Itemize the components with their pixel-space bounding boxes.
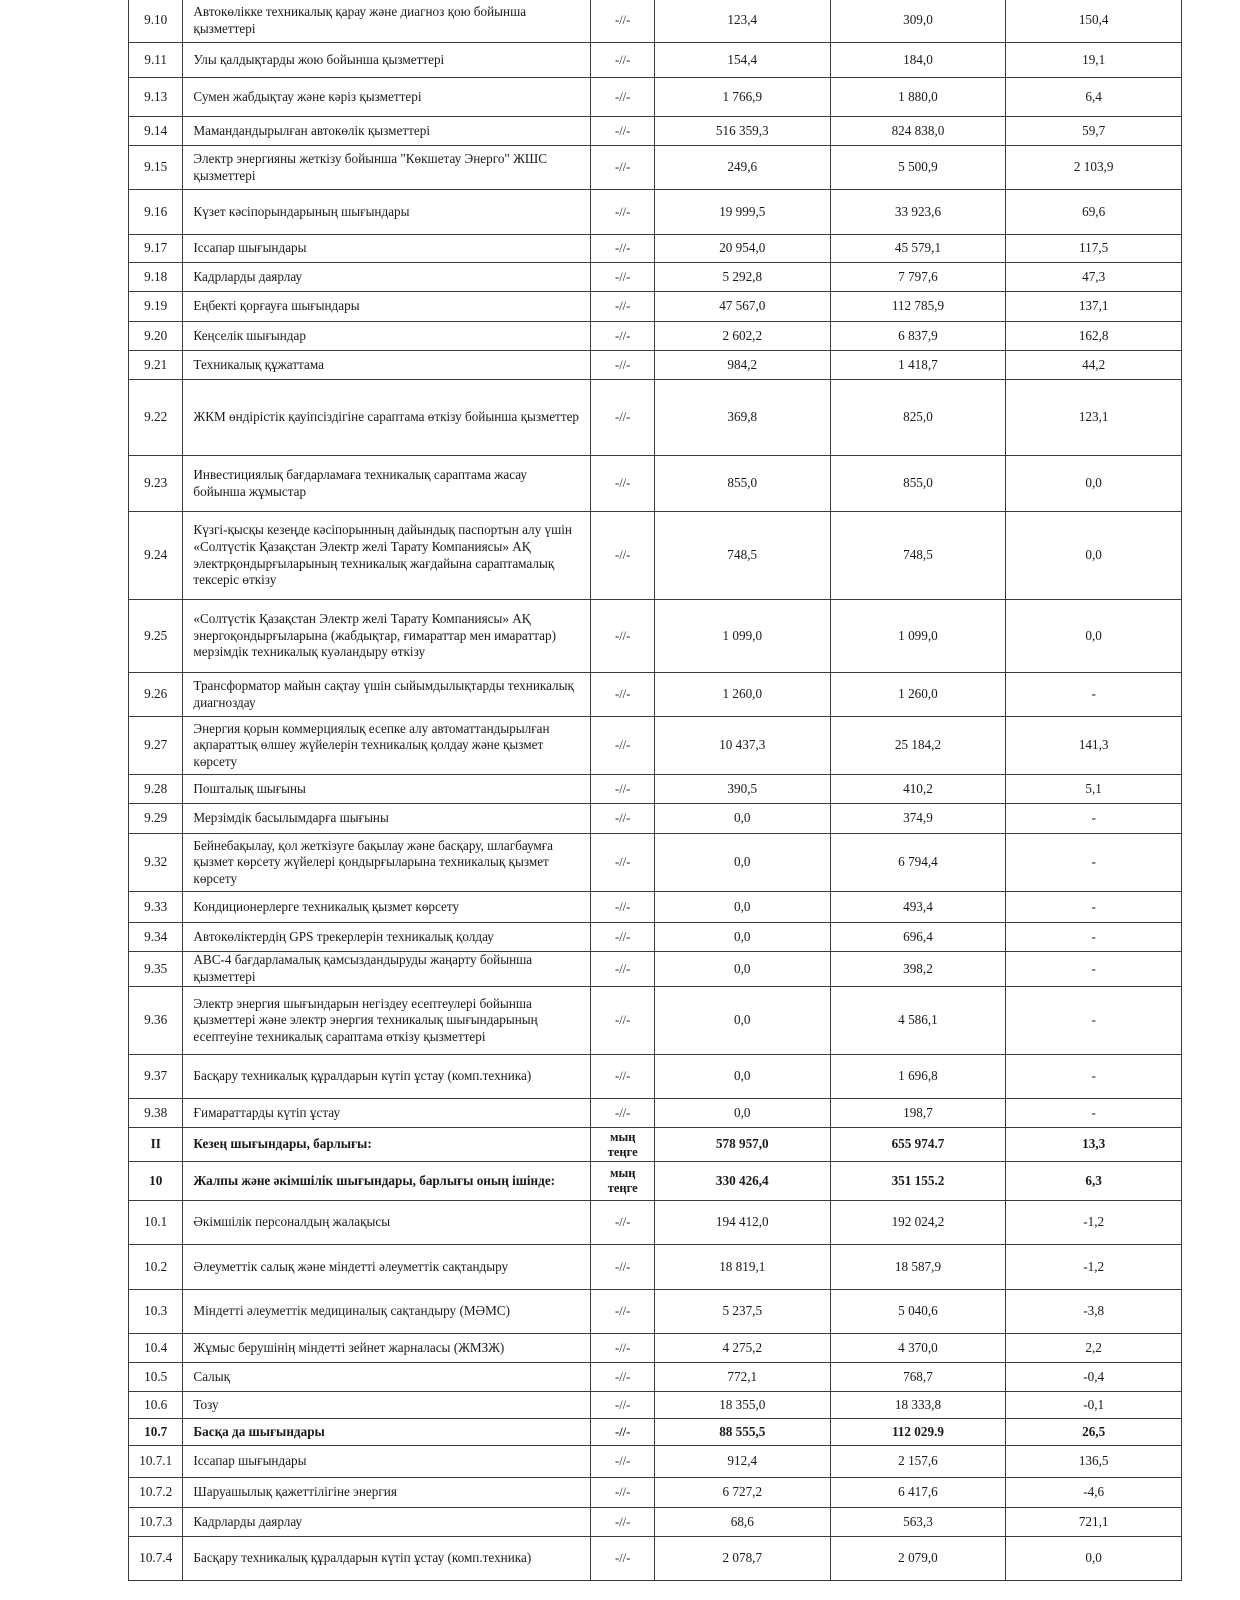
row-value-current: 192 024,2 [830, 1201, 1006, 1245]
row-number: 9.36 [129, 987, 183, 1055]
row-item-name: Электр энергияны жеткізу бойынша "Көкшетау Энерго" ЖШС қызметтері [183, 146, 591, 190]
row-unit: -//- [591, 0, 654, 43]
row-deviation-percent: 69,6 [1006, 190, 1182, 235]
row-deviation-percent: -1,2 [1006, 1245, 1182, 1290]
row-number: 10.6 [129, 1392, 183, 1419]
row-deviation-percent: - [1006, 1099, 1182, 1128]
cost-table-body [129, 0, 1182, 1581]
row-unit: -//- [591, 1478, 654, 1508]
row-item-name: Шаруашылық қажеттілігіне энергия [183, 1478, 591, 1508]
row-deviation-percent: - [1006, 1055, 1182, 1099]
row-unit: -//- [591, 351, 654, 380]
row-number: 10.1 [129, 1201, 183, 1245]
table-row [129, 1290, 1182, 1334]
row-deviation-percent: - [1006, 804, 1182, 834]
row-value-previous: 154,4 [654, 43, 830, 78]
row-value-previous: 984,2 [654, 351, 830, 380]
row-value-current: 5 500,9 [830, 146, 1006, 190]
row-number: 9.25 [129, 600, 183, 673]
row-unit: мың теңге [591, 1128, 654, 1162]
row-deviation-percent: 26,5 [1006, 1419, 1182, 1446]
row-deviation-percent: 59,7 [1006, 117, 1182, 146]
row-deviation-percent: -0,4 [1006, 1363, 1182, 1392]
table-row [129, 952, 1182, 987]
row-unit: -//- [591, 235, 654, 263]
table-row [129, 1099, 1182, 1128]
row-item-name: Автокөлікке техникалық қарау және диагноз қою бойынша қызметтері [183, 0, 591, 43]
row-value-previous: 748,5 [654, 512, 830, 600]
row-deviation-percent: 136,5 [1006, 1446, 1182, 1478]
row-number: 9.33 [129, 892, 183, 923]
row-value-previous: 5 237,5 [654, 1290, 830, 1334]
row-number: 9.24 [129, 512, 183, 600]
table-row [129, 892, 1182, 923]
row-number: 10.3 [129, 1290, 183, 1334]
row-number: 10.7.2 [129, 1478, 183, 1508]
row-value-previous: 1 099,0 [654, 600, 830, 673]
row-unit: -//- [591, 380, 654, 456]
table-row [129, 1363, 1182, 1392]
row-deviation-percent: 13,3 [1006, 1128, 1182, 1162]
row-unit: -//- [591, 1392, 654, 1419]
row-deviation-percent: 721,1 [1006, 1508, 1182, 1537]
table-row [129, 834, 1182, 892]
table-row [129, 717, 1182, 775]
row-number: 9.26 [129, 673, 183, 717]
table-row [129, 1334, 1182, 1363]
row-value-previous: 330 426,4 [654, 1162, 830, 1201]
row-value-previous: 912,4 [654, 1446, 830, 1478]
row-value-current: 855,0 [830, 456, 1006, 512]
row-deviation-percent: 141,3 [1006, 717, 1182, 775]
row-number: 9.29 [129, 804, 183, 834]
row-number: 9.38 [129, 1099, 183, 1128]
row-value-current: 398,2 [830, 952, 1006, 987]
row-number: 10.7.4 [129, 1537, 183, 1581]
row-value-current: 748,5 [830, 512, 1006, 600]
row-deviation-percent: -1,2 [1006, 1201, 1182, 1245]
row-value-previous: 2 602,2 [654, 322, 830, 351]
row-number: 9.37 [129, 1055, 183, 1099]
row-value-current: 768,7 [830, 1363, 1006, 1392]
row-value-current: 1 418,7 [830, 351, 1006, 380]
row-item-name: Басқа да шығындары [183, 1419, 591, 1446]
row-item-name: Мерзімдік басылымдарға шығыны [183, 804, 591, 834]
row-deviation-percent: - [1006, 834, 1182, 892]
row-item-name: Кондиционерлерге техникалық қызмет көрсету [183, 892, 591, 923]
row-unit: -//- [591, 1508, 654, 1537]
row-number: 10.7.3 [129, 1508, 183, 1537]
row-deviation-percent: 6,4 [1006, 78, 1182, 117]
row-value-current: 374,9 [830, 804, 1006, 834]
table-row [129, 292, 1182, 322]
row-number: 10.2 [129, 1245, 183, 1290]
row-unit: -//- [591, 804, 654, 834]
row-unit: -//- [591, 190, 654, 235]
row-deviation-percent: - [1006, 952, 1182, 987]
row-number: 9.32 [129, 834, 183, 892]
row-deviation-percent: 150,4 [1006, 0, 1182, 43]
table-row [129, 1055, 1182, 1099]
table-row [129, 775, 1182, 804]
table-row [129, 1128, 1182, 1162]
row-value-current: 825,0 [830, 380, 1006, 456]
row-unit: -//- [591, 1201, 654, 1245]
row-item-name: Тозу [183, 1392, 591, 1419]
row-item-name: Басқару техникалық құралдарын күтіп ұстау (комп.техника) [183, 1055, 591, 1099]
row-unit: -//- [591, 78, 654, 117]
table-row [129, 351, 1182, 380]
table-row [129, 322, 1182, 351]
cost-table [128, 0, 1182, 1581]
row-unit: -//- [591, 892, 654, 923]
row-deviation-percent: 0,0 [1006, 512, 1182, 600]
row-value-previous: 1 260,0 [654, 673, 830, 717]
row-deviation-percent: 2 103,9 [1006, 146, 1182, 190]
row-item-name: Іссапар шығындары [183, 1446, 591, 1478]
row-value-previous: 369,8 [654, 380, 830, 456]
table-row [129, 987, 1182, 1055]
table-row [129, 1201, 1182, 1245]
row-number: 9.11 [129, 43, 183, 78]
row-value-previous: 47 567,0 [654, 292, 830, 322]
row-deviation-percent: 117,5 [1006, 235, 1182, 263]
table-row [129, 1392, 1182, 1419]
row-item-name: Техникалық құжаттама [183, 351, 591, 380]
table-row [129, 600, 1182, 673]
table-row [129, 380, 1182, 456]
row-unit: -//- [591, 146, 654, 190]
row-deviation-percent: -0,1 [1006, 1392, 1182, 1419]
row-value-current: 5 040,6 [830, 1290, 1006, 1334]
row-value-previous: 0,0 [654, 1099, 830, 1128]
row-value-previous: 578 957,0 [654, 1128, 830, 1162]
row-unit: мың теңге [591, 1162, 654, 1201]
table-row [129, 146, 1182, 190]
table-row [129, 1245, 1182, 1290]
row-item-name: Электр энергия шығындарын негіздеу есептеулері бойынша қызметтері және электр энергия техникалық шығындарының есептеуіне техникалық сараптама өткізу қызметтері [183, 987, 591, 1055]
row-value-current: 25 184,2 [830, 717, 1006, 775]
table-row [129, 673, 1182, 717]
row-number: 9.34 [129, 923, 183, 952]
row-unit: -//- [591, 512, 654, 600]
row-value-current: 7 797,6 [830, 263, 1006, 292]
row-number: 10.5 [129, 1363, 183, 1392]
row-number: 10.4 [129, 1334, 183, 1363]
row-deviation-percent: - [1006, 923, 1182, 952]
row-item-name: Әкімшілік персоналдың жалақысы [183, 1201, 591, 1245]
row-value-previous: 516 359,3 [654, 117, 830, 146]
table-row [129, 235, 1182, 263]
row-item-name: Кезең шығындары, барлығы: [183, 1128, 591, 1162]
row-value-current: 198,7 [830, 1099, 1006, 1128]
row-value-previous: 20 954,0 [654, 235, 830, 263]
row-unit: -//- [591, 1419, 654, 1446]
row-value-current: 112 029.9 [830, 1419, 1006, 1446]
row-item-name: Кеңселік шығындар [183, 322, 591, 351]
row-value-previous: 18 819,1 [654, 1245, 830, 1290]
row-item-name: АВС-4 бағдарламалық қамсыздандыруды жаңарту бойынша қызметтері [183, 952, 591, 987]
row-item-name: Күзет кәсіпорындарының шығындары [183, 190, 591, 235]
row-value-current: 4 370,0 [830, 1334, 1006, 1363]
row-deviation-percent: 123,1 [1006, 380, 1182, 456]
row-item-name: Улы қалдықтарды жою бойынша қызметтері [183, 43, 591, 78]
row-item-name: Кадрларды даярлау [183, 1508, 591, 1537]
row-value-current: 6 794,4 [830, 834, 1006, 892]
row-value-current: 2 157,6 [830, 1446, 1006, 1478]
row-value-current: 696,4 [830, 923, 1006, 952]
table-row [129, 117, 1182, 146]
row-value-previous: 18 355,0 [654, 1392, 830, 1419]
row-item-name: Автокөліктердің GPS трекерлерін техникалық қолдау [183, 923, 591, 952]
row-value-current: 18 587,9 [830, 1245, 1006, 1290]
row-deviation-percent: 162,8 [1006, 322, 1182, 351]
row-deviation-percent: 5,1 [1006, 775, 1182, 804]
row-item-name: Басқару техникалық құралдарын күтіп ұстау (комп.техника) [183, 1537, 591, 1581]
row-unit: -//- [591, 717, 654, 775]
row-item-name: Бейнебақылау, қол жеткізуге бақылау және басқару, шлагбаумға қызмет көрсету жүйелері қондырғыларына техникалық қызмет көрсету [183, 834, 591, 892]
row-value-previous: 0,0 [654, 987, 830, 1055]
row-number: 9.22 [129, 380, 183, 456]
row-number: 9.17 [129, 235, 183, 263]
row-item-name: Жалпы және әкімшілік шығындары, барлығы оның ішінде: [183, 1162, 591, 1201]
row-value-current: 655 974.7 [830, 1128, 1006, 1162]
row-unit: -//- [591, 1334, 654, 1363]
row-value-previous: 0,0 [654, 923, 830, 952]
row-unit: -//- [591, 117, 654, 146]
row-number: 9.23 [129, 456, 183, 512]
row-deviation-percent: 0,0 [1006, 600, 1182, 673]
row-unit: -//- [591, 43, 654, 78]
row-item-name: Ғимараттарды күтіп ұстау [183, 1099, 591, 1128]
row-value-current: 563,3 [830, 1508, 1006, 1537]
row-value-previous: 0,0 [654, 952, 830, 987]
row-item-name: Трансформатор майын сақтау үшін сыйымдылықтарды техникалық диагноздау [183, 673, 591, 717]
row-unit: -//- [591, 673, 654, 717]
row-deviation-percent: 47,3 [1006, 263, 1182, 292]
row-unit: -//- [591, 1446, 654, 1478]
row-number: 9.21 [129, 351, 183, 380]
row-number: 9.13 [129, 78, 183, 117]
row-number: 9.14 [129, 117, 183, 146]
row-value-previous: 855,0 [654, 456, 830, 512]
row-value-current: 1 099,0 [830, 600, 1006, 673]
row-unit: -//- [591, 923, 654, 952]
row-item-name: Міндетті әлеуметтік медициналық сақтандыру (МӘМС) [183, 1290, 591, 1334]
row-item-name: Сумен жабдықтау және кәріз қызметтері [183, 78, 591, 117]
row-value-current: 1 696,8 [830, 1055, 1006, 1099]
row-number: 10 [129, 1162, 183, 1201]
row-number: 9.19 [129, 292, 183, 322]
row-item-name: Күзгі-қысқы кезеңде кәсіпорынның дайындық паспортын алу үшін «Солтүстік Қазақстан Электр желі Тарату Компаниясы» АҚ электрқондырғыларының техникалық жағдайына сараптамалық тексеріс өткізу [183, 512, 591, 600]
row-value-current: 4 586,1 [830, 987, 1006, 1055]
row-unit: -//- [591, 1099, 654, 1128]
row-value-previous: 0,0 [654, 804, 830, 834]
row-item-name: Әлеуметтік салық және міндетті әлеуметтік сақтандыру [183, 1245, 591, 1290]
row-number: 9.20 [129, 322, 183, 351]
row-item-name: Жұмыс берушінің міндетті зейнет жарналасы (ЖМЗЖ) [183, 1334, 591, 1363]
table-row [129, 190, 1182, 235]
row-value-previous: 10 437,3 [654, 717, 830, 775]
row-number: 9.35 [129, 952, 183, 987]
row-value-current: 184,0 [830, 43, 1006, 78]
row-unit: -//- [591, 322, 654, 351]
table-row [129, 1419, 1182, 1446]
row-deviation-percent: - [1006, 987, 1182, 1055]
row-value-current: 1 260,0 [830, 673, 1006, 717]
row-unit: -//- [591, 775, 654, 804]
row-number: 10.7.1 [129, 1446, 183, 1478]
row-item-name: Кадрларды даярлау [183, 263, 591, 292]
row-value-previous: 1 766,9 [654, 78, 830, 117]
row-deviation-percent: 19,1 [1006, 43, 1182, 78]
row-value-current: 112 785,9 [830, 292, 1006, 322]
row-value-current: 351 155.2 [830, 1162, 1006, 1201]
row-value-previous: 6 727,2 [654, 1478, 830, 1508]
row-item-name: Энергия қорын коммерциялық есепке алу автоматтандырылған ақпараттық өлшеу жүйелерін техникалық қолдау және қызмет көрсету [183, 717, 591, 775]
row-number: 9.18 [129, 263, 183, 292]
row-unit: -//- [591, 1245, 654, 1290]
row-value-current: 33 923,6 [830, 190, 1006, 235]
table-row [129, 1446, 1182, 1478]
row-value-previous: 249,6 [654, 146, 830, 190]
row-number: 9.15 [129, 146, 183, 190]
row-unit: -//- [591, 834, 654, 892]
table-row [129, 1478, 1182, 1508]
row-value-current: 6 837,9 [830, 322, 1006, 351]
row-unit: -//- [591, 456, 654, 512]
row-value-previous: 0,0 [654, 834, 830, 892]
row-deviation-percent: -3,8 [1006, 1290, 1182, 1334]
row-deviation-percent: 2,2 [1006, 1334, 1182, 1363]
table-row [129, 78, 1182, 117]
row-value-previous: 123,4 [654, 0, 830, 43]
row-number: II [129, 1128, 183, 1162]
row-value-current: 824 838,0 [830, 117, 1006, 146]
row-unit: -//- [591, 263, 654, 292]
table-row [129, 456, 1182, 512]
table-row [129, 804, 1182, 834]
row-item-name: Пошталық шығыны [183, 775, 591, 804]
row-item-name: Еңбекті қорғауға шығындары [183, 292, 591, 322]
row-unit: -//- [591, 987, 654, 1055]
row-value-previous: 4 275,2 [654, 1334, 830, 1363]
row-item-name: «Солтүстік Қазақстан Электр желі Тарату Компаниясы» АҚ энергоқондырғыларына (жабдықтар, ғимараттар мен имараттар) мерзімдік техникалық куәландыру өткізу [183, 600, 591, 673]
row-value-previous: 5 292,8 [654, 263, 830, 292]
row-unit: -//- [591, 1537, 654, 1581]
row-unit: -//- [591, 292, 654, 322]
table-row [129, 43, 1182, 78]
row-number: 10.7 [129, 1419, 183, 1446]
row-value-previous: 19 999,5 [654, 190, 830, 235]
row-deviation-percent: -4,6 [1006, 1478, 1182, 1508]
row-value-current: 309,0 [830, 0, 1006, 43]
row-number: 9.16 [129, 190, 183, 235]
row-value-previous: 0,0 [654, 1055, 830, 1099]
row-value-current: 1 880,0 [830, 78, 1006, 117]
table-row [129, 1537, 1182, 1581]
row-number: 9.28 [129, 775, 183, 804]
row-value-current: 493,4 [830, 892, 1006, 923]
row-value-previous: 2 078,7 [654, 1537, 830, 1581]
row-deviation-percent: 44,2 [1006, 351, 1182, 380]
row-item-name: Салық [183, 1363, 591, 1392]
table-row [129, 1162, 1182, 1201]
row-item-name: Инвестициялық бағдарламаға техникалық сараптама жасау бойынша жұмыстар [183, 456, 591, 512]
row-item-name: Іссапар шығындары [183, 235, 591, 263]
row-deviation-percent: 137,1 [1006, 292, 1182, 322]
row-value-previous: 772,1 [654, 1363, 830, 1392]
row-value-current: 410,2 [830, 775, 1006, 804]
row-unit: -//- [591, 600, 654, 673]
table-row [129, 0, 1182, 43]
row-deviation-percent: - [1006, 892, 1182, 923]
row-value-current: 2 079,0 [830, 1537, 1006, 1581]
row-deviation-percent: - [1006, 673, 1182, 717]
row-value-current: 18 333,8 [830, 1392, 1006, 1419]
row-item-name: Мамандандырылған автокөлік қызметтері [183, 117, 591, 146]
row-deviation-percent: 6,3 [1006, 1162, 1182, 1201]
row-value-previous: 390,5 [654, 775, 830, 804]
row-item-name: ЖКМ өндірістік қауіпсіздігіне сараптама өткізу бойынша қызметтер [183, 380, 591, 456]
row-unit: -//- [591, 1290, 654, 1334]
row-value-previous: 88 555,5 [654, 1419, 830, 1446]
row-value-previous: 68,6 [654, 1508, 830, 1537]
row-number: 9.27 [129, 717, 183, 775]
row-deviation-percent: 0,0 [1006, 1537, 1182, 1581]
table-row [129, 263, 1182, 292]
row-value-current: 45 579,1 [830, 235, 1006, 263]
row-value-current: 6 417,6 [830, 1478, 1006, 1508]
row-value-previous: 194 412,0 [654, 1201, 830, 1245]
row-unit: -//- [591, 1363, 654, 1392]
row-deviation-percent: 0,0 [1006, 456, 1182, 512]
table-row [129, 1508, 1182, 1537]
table-row [129, 923, 1182, 952]
row-number: 9.10 [129, 0, 183, 43]
row-value-previous: 0,0 [654, 892, 830, 923]
row-unit: -//- [591, 952, 654, 987]
row-unit: -//- [591, 1055, 654, 1099]
table-row [129, 512, 1182, 600]
